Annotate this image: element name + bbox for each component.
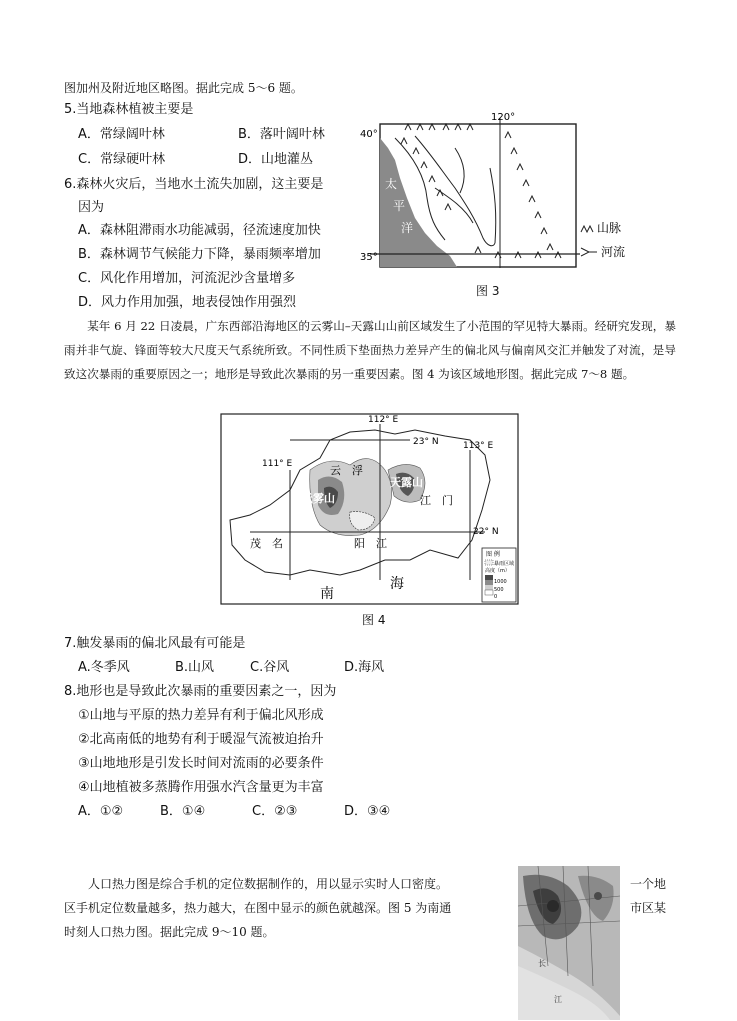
q8-option-d: D．③④ [344,804,391,819]
fig5-label-chang: 长 [538,959,546,968]
fig3-ocean-3: 洋 [401,221,414,235]
q6-option-d: D．风力作用加强，地表侵蚀作用强烈 [78,295,297,310]
intro-line: 图加州及附近地区略图。据此完成 5～6 题。 [64,81,303,95]
q8-item-1: ①山地与平原的热力差异有利于偏北风形成 [78,708,324,723]
fig4-yangjiang: 阳 江 [354,537,387,550]
q5-option-c: C．常绿硬叶林 [78,152,166,167]
fig3-ocean-1: 太 [385,177,398,191]
q5-option-d: D．山地灌丛 [238,152,314,167]
q5-option-b: B．落叶阔叶林 [238,127,325,142]
fig3-legend-mountain: 山脉 [597,221,622,235]
fig3-ocean-2: 平 [393,199,406,213]
fig3-lat-40: 40° [360,129,378,140]
q8-option-c: C．②③ [252,804,298,819]
svg-text:暴雨区域: 暴雨区域 [494,561,515,567]
q7-option-d: D.海风 [344,660,385,675]
q8-option-a: A．①② [78,804,124,819]
q6-option-a: A．森林阻滞雨水功能减弱，径流速度加快 [78,223,321,238]
q7-option-a: A.冬季风 [78,660,130,675]
q7-option-b: B.山风 [175,660,215,675]
passage-q9-line2: 区手机定位数量越多，热力越大，在图中显示的颜色就越深。图 5 为南通 [64,901,452,915]
fig4-lon-112: 112° E [368,415,399,425]
svg-text:高度（m）: 高度（m） [485,568,510,574]
q8-option-b: B．①④ [160,804,206,819]
figure-3-caption: 图 3 [476,284,500,298]
figure-4-caption: 图 4 [362,613,386,627]
fig4-yunfu: 云 浮 [330,464,363,477]
fig3-lat-35: 35° [360,252,378,263]
fig3-legend-river-icon [581,248,597,256]
fig4-sea-0: 南 [320,586,334,602]
fig4-maoming: 茂 名 [250,537,283,550]
figure-4-map [220,410,520,606]
fig4-yunwu: 云雾山 [302,492,335,505]
fig4-lon-111: 111° E [262,459,293,469]
fig4-lon-113: 113° E [463,441,494,451]
passage-q7-8: 某年 6 月 22 日凌晨，广东西部沿海地区的云雾山–天露山山前区域发生了小范围的罕见特大暴雨。经研究发现，暴雨并非气旋、锋面等较大尺度天气系统所致。不同性质下垫面热力差异产生的偏北风与偏南风交汇并触发了对流，是导致这次暴雨的重要原因之一；地形是导致此次暴雨的另一重要因素。图 4 为该区域地形图。据此完成 7～8 题。 [64,319,676,381]
svg-text:图 例: 图 例 [486,551,500,558]
q6-stem-cont: 因为 [78,200,105,215]
passage-q9-line2-right: 市区某 [630,901,667,915]
fig3-legend-river: 河流 [601,245,626,259]
figure-5-heatmap [518,866,620,1020]
fig4-sea-1: 海 [390,576,404,592]
q6-option-c: C．风化作用增加，河流泥沙含量增多 [78,271,296,286]
q8-item-2: ②北高南低的地势有利于暖湿气流被迫抬升 [78,732,324,747]
q7-stem: 7.触发暴雨的偏北风最有可能是 [64,636,246,651]
figure-3-map [355,108,655,288]
svg-text:500: 500 [494,587,504,593]
q8-stem: 8.地形也是导致此次暴雨的重要因素之一，因为 [64,684,337,699]
q5-option-a: A．常绿阔叶林 [78,127,165,142]
q6-option-b: B．森林调节气候能力下降，暴雨频率增加 [78,247,321,262]
q8-item-4: ④山地植被多蒸腾作用强水汽含量更为丰富 [78,780,324,795]
svg-text:1000: 1000 [494,579,507,585]
passage-q9-line3: 时刻人口热力图。据此完成 9～10 题。 [64,925,275,939]
q5-stem: 5.当地森林植被主要是 [64,102,194,117]
fig3-legend-mountain-icon [581,226,593,232]
q7-option-c: C.谷风 [250,660,290,675]
fig4-lat-23: 23° N [413,437,439,447]
fig4-tianlu: 天露山 [390,476,423,489]
q8-item-3: ③山地地形是引发长时间对流雨的必要条件 [78,756,324,771]
q6-stem: 6.森林火灾后，当地水土流失加剧，这主要是 [64,177,324,192]
fig4-jiangmen: 江 门 [420,494,453,507]
fig4-lat-22: 22° N [473,527,499,537]
fig3-lon-120: 120° [491,112,516,123]
passage-q9-line1: 人口热力图是综合手机的定位数据制作的，用以显示实时人口密度。 [88,877,449,891]
svg-text:0: 0 [494,594,498,600]
fig4-legend [482,548,516,602]
fig5-label-jiang: 江 [554,995,562,1004]
passage-q9-line1-right: 一个地 [630,877,667,891]
